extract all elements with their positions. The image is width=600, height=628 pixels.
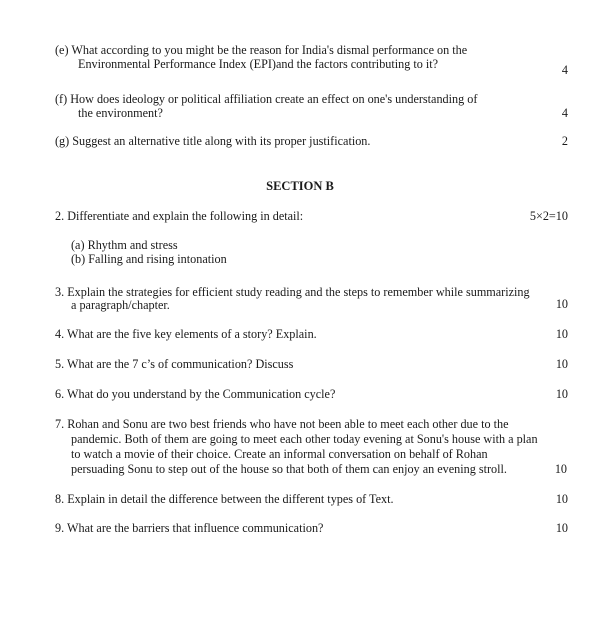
question-4-text: 4. What are the five key elements of a story? Explain.	[55, 327, 317, 341]
question-5-text: 5. What are the 7 c’s of communication? Discuss	[55, 357, 294, 371]
question-6-text: 6. What do you understand by the Communication cycle?	[55, 387, 336, 401]
question-9-marks: 10	[555, 521, 568, 535]
question-g-text: (g) Suggest an alternative title along with its proper justification.	[55, 134, 371, 148]
question-2-sub-b: (b) Falling and rising intonation	[71, 252, 227, 266]
question-6-marks: 10	[555, 387, 568, 401]
question-2-sub-a: (a) Rhythm and stress	[71, 238, 178, 252]
question-e-line2: Environmental Performance Index (EPI)and the factors contributing to it?	[78, 57, 439, 71]
question-8-text: 8. Explain in detail the difference between the different types of Text.	[55, 492, 394, 506]
question-g-marks: 2	[561, 134, 568, 148]
question-9-text: 9. What are the barriers that influence communication?	[55, 521, 324, 535]
question-8-marks: 10	[555, 492, 568, 506]
question-e-line1: (e) What according to you might be the reason for India's dismal performance on the	[55, 43, 468, 57]
question-e-marks: 4	[561, 63, 568, 77]
question-f-marks: 4	[561, 106, 568, 120]
question-4-marks: 10	[555, 327, 568, 341]
question-3-line2: a paragraph/chapter.	[71, 298, 170, 312]
question-7-line2: pandemic. Both of them are going to meet each other today evening at Sonu's house with a plan	[71, 432, 538, 446]
question-2-text: 2. Differentiate and explain the following in detail:	[55, 209, 304, 223]
question-7-line1: 7. Rohan and Sonu are two best friends who have not been able to meet each other due to the	[55, 417, 509, 431]
question-f-line1: (f) How does ideology or political affiliation create an effect on one's understanding of	[55, 92, 478, 106]
question-3-line1: 3. Explain the strategies for efficient study reading and the steps to remember while summarizing	[55, 285, 530, 299]
question-7-line3: to watch a movie of their choice. Create an informal conversation on behalf of Rohan	[71, 447, 488, 461]
question-3-marks: 10	[555, 297, 568, 311]
question-7-marks: 10	[554, 462, 567, 476]
section-b-heading: SECTION B	[266, 179, 334, 193]
question-2-marks: 5×2=10	[529, 209, 568, 223]
question-5-marks: 10	[555, 357, 568, 371]
question-f-line2: the environment?	[78, 106, 163, 120]
question-7-line4: persuading Sonu to step out of the house so that both of them can enjoy an evening stroll.	[71, 462, 507, 476]
